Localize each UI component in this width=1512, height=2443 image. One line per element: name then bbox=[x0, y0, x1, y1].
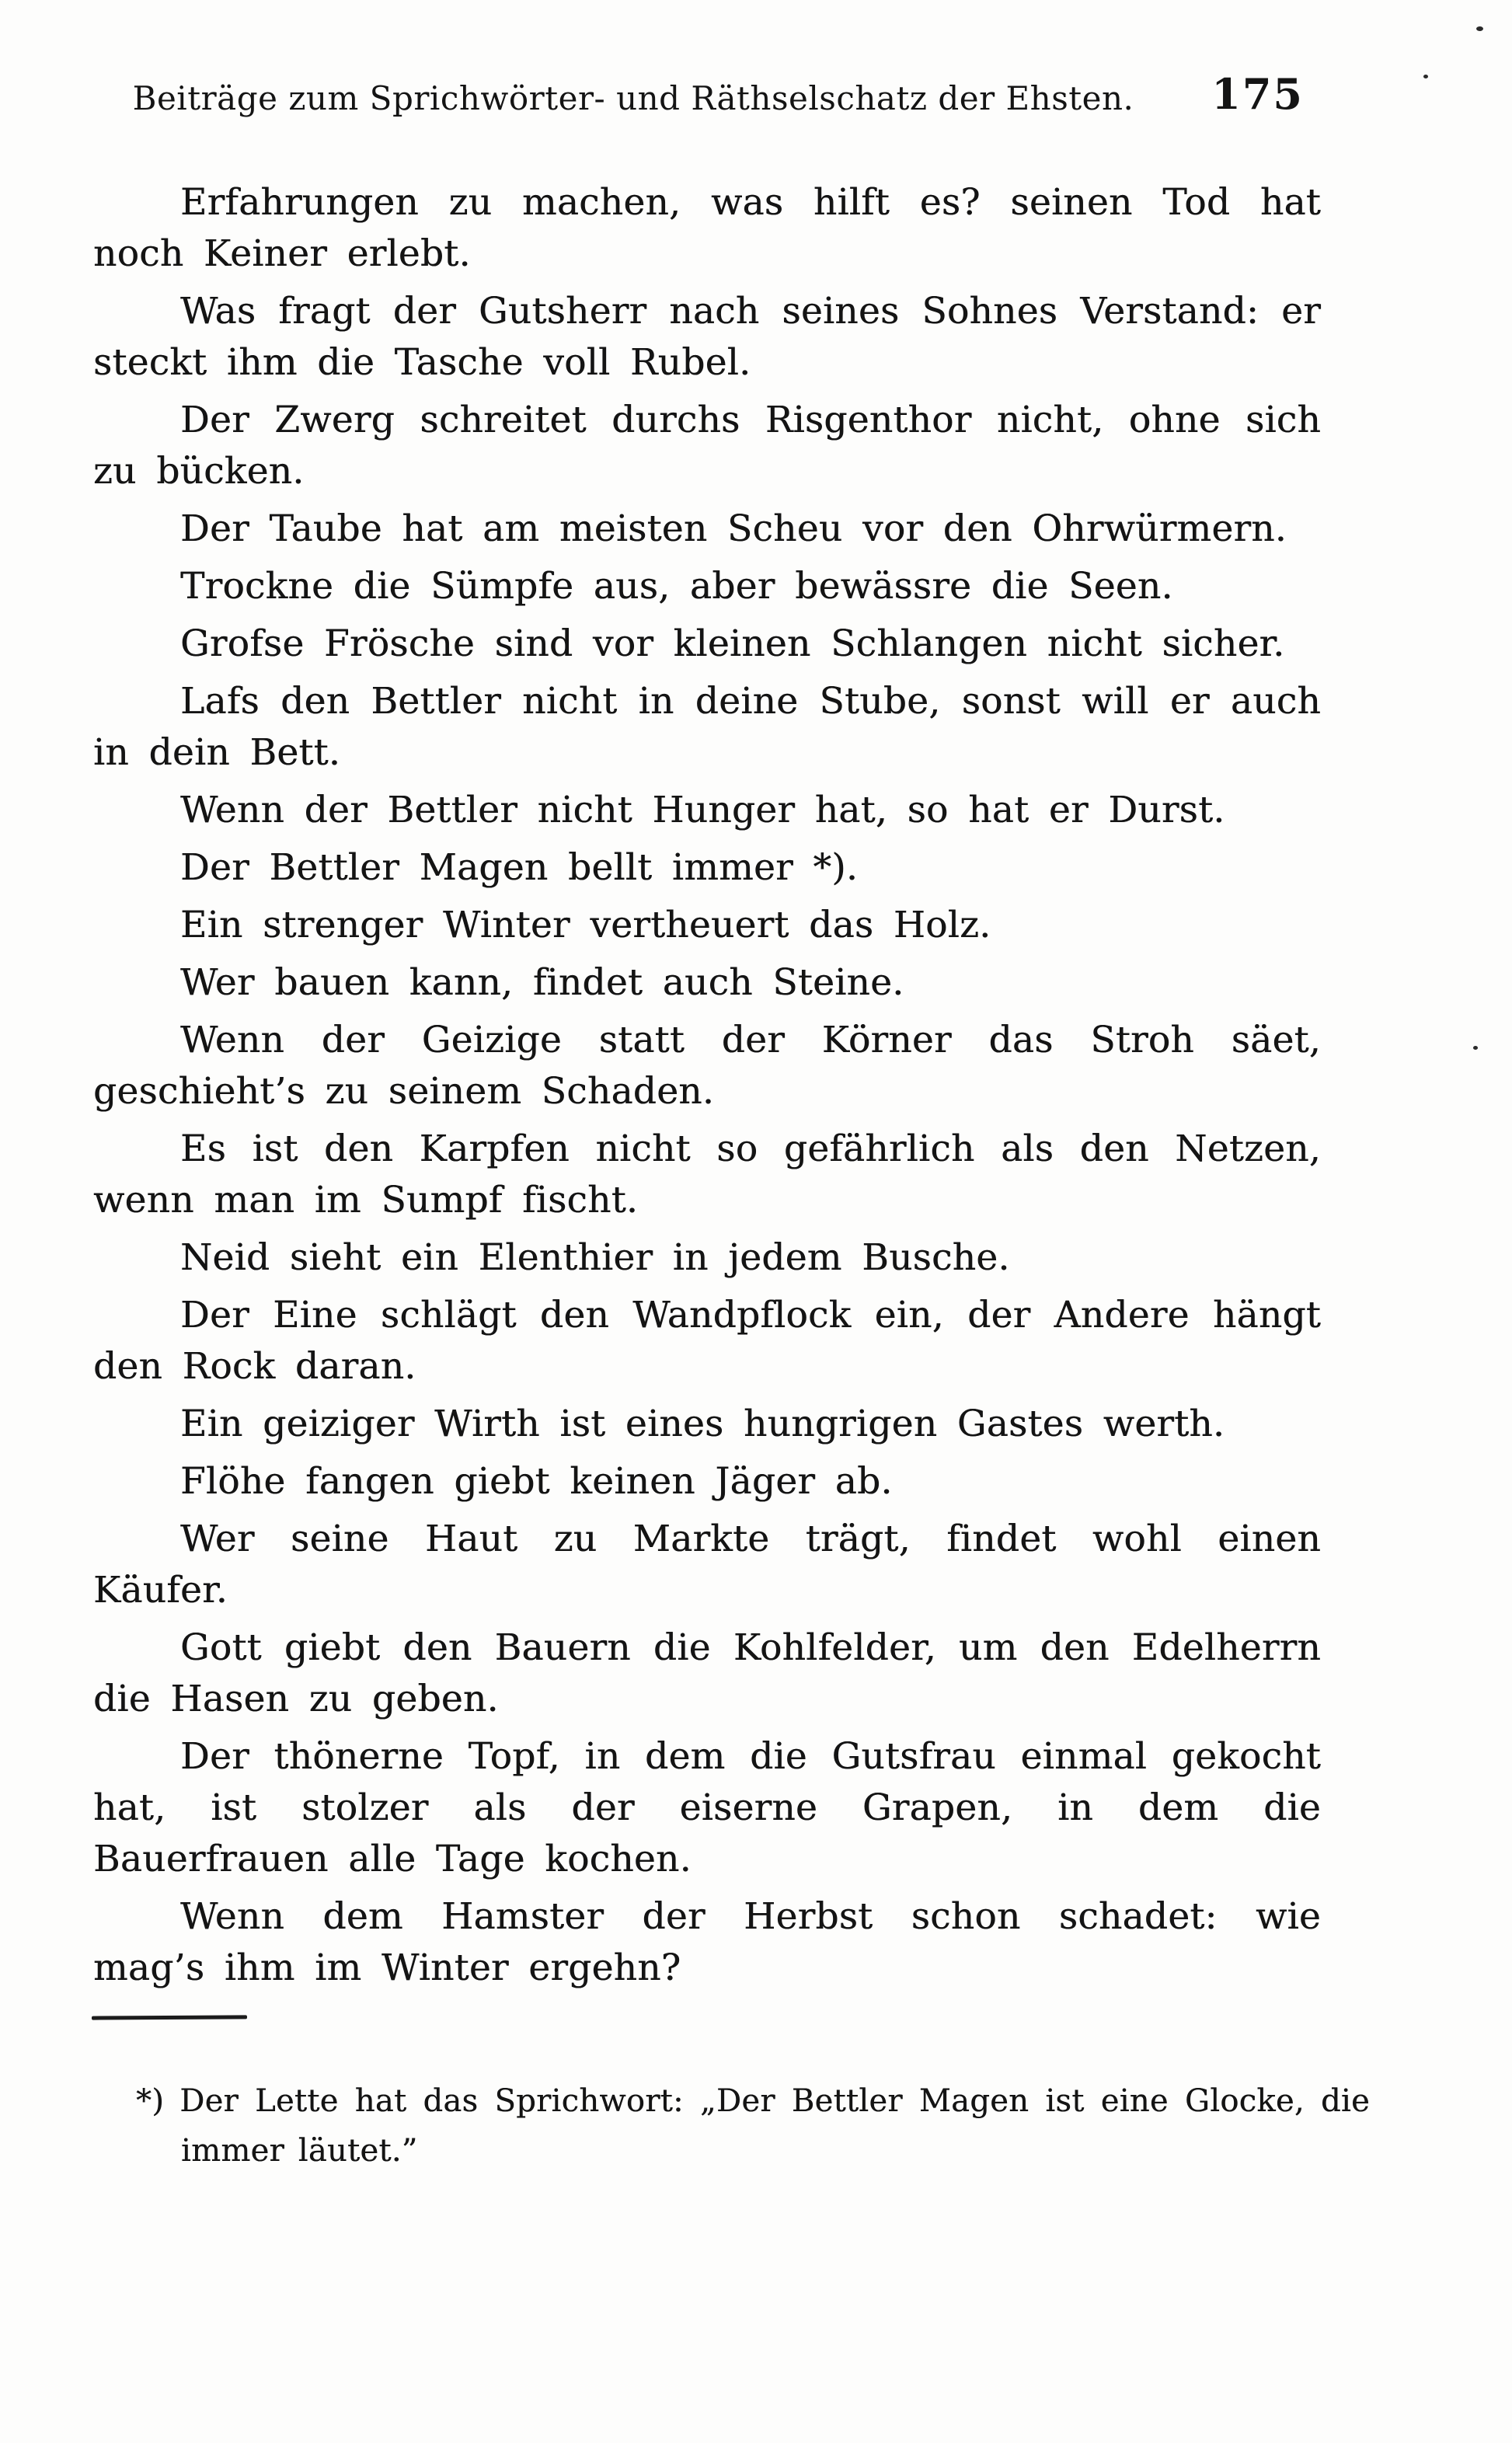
proverb-paragraph: Der Eine schlägt den Wandpflock ein, der Andere hängt den Rock daran. bbox=[93, 1294, 1321, 1388]
proverb-paragraph: Gott giebt den Bauern die Kohlfelder, um den Edelherrn die Hasen zu geben. bbox=[93, 1626, 1321, 1720]
proverb-paragraph: Wenn dem Hamster der Herbst schon schadet: wie mag’s ihm im Winter ergehn? bbox=[93, 1895, 1321, 1989]
proverb-list bbox=[93, 177, 1321, 1994]
proverb-paragraph: Der Zwerg schreitet durchs Risgenthor nicht, ohne sich zu bücken. bbox=[93, 399, 1321, 493]
page-header bbox=[93, 69, 1321, 129]
proverb-paragraph: Neid sieht ein Elenthier in jedem Busche. bbox=[180, 1236, 1010, 1279]
proverb-paragraph: Erfahrungen zu machen, was hilft es? seinen Tod hat noch Keiner erlebt. bbox=[93, 181, 1321, 275]
running-title: Beiträge zum Sprichwörter- und Räthselschatz der Ehsten. bbox=[132, 79, 1134, 117]
proverb-paragraph: Der thönerne Topf, in dem die Gutsfrau einmal gekocht hat, ist stolzer als der eiserne Grapen, in dem die Bauerfrauen alle Tage kochen. bbox=[93, 1735, 1321, 1880]
proverb-paragraph: Es ist den Karpfen nicht so gefährlich als den Netzen, wenn man im Sumpf fischt. bbox=[93, 1127, 1321, 1222]
page-number: 175 bbox=[1211, 69, 1304, 119]
proverb-paragraph: Wer seine Haut zu Markte trägt, findet wohl einen Käufer. bbox=[93, 1518, 1321, 1612]
footnote bbox=[136, 2076, 1370, 2176]
scan-speck bbox=[1473, 1046, 1478, 1050]
proverb-paragraph: Grofse Frösche sind vor kleinen Schlangen nicht sicher. bbox=[180, 622, 1285, 665]
footnote-rule bbox=[92, 2015, 247, 2020]
scan-speck bbox=[1423, 75, 1428, 78]
proverb-paragraph: Ein strenger Winter vertheuert das Holz. bbox=[180, 904, 991, 946]
footnote-text: Der Lette hat das Sprichwort: „Der Bettler Magen ist eine Glocke, die immer läutet.” bbox=[179, 2083, 1370, 2169]
text-block bbox=[93, 69, 1321, 2000]
proverb-paragraph: Wenn der Geizige statt der Körner das Stroh säet, geschieht’s zu seinem Schaden. bbox=[93, 1019, 1321, 1113]
proverb-paragraph: Wenn der Bettler nicht Hunger hat, so hat er Durst. bbox=[180, 789, 1225, 831]
scan-speck bbox=[1476, 26, 1483, 31]
proverb-paragraph: Was fragt der Gutsherr nach seines Sohnes Verstand: er steckt ihm die Tasche voll Rubel. bbox=[93, 290, 1321, 384]
proverb-paragraph: Der Bettler Magen bellt immer *). bbox=[180, 846, 859, 889]
proverb-paragraph: Der Taube hat am meisten Scheu vor den Ohrwürmern. bbox=[180, 507, 1287, 550]
proverb-paragraph: Lafs den Bettler nicht in deine Stube, sonst will er auch in dein Bett. bbox=[93, 680, 1321, 774]
proverb-paragraph: Ein geiziger Wirth ist eines hungrigen Gastes werth. bbox=[180, 1403, 1225, 1445]
proverb-paragraph: Wer bauen kann, findet auch Steine. bbox=[180, 961, 904, 1004]
proverb-paragraph: Flöhe fangen giebt keinen Jäger ab. bbox=[180, 1460, 893, 1503]
footnote-marker: *) bbox=[136, 2083, 165, 2119]
proverb-paragraph: Trockne die Sümpfe aus, aber bewässre die Seen. bbox=[180, 565, 1173, 608]
